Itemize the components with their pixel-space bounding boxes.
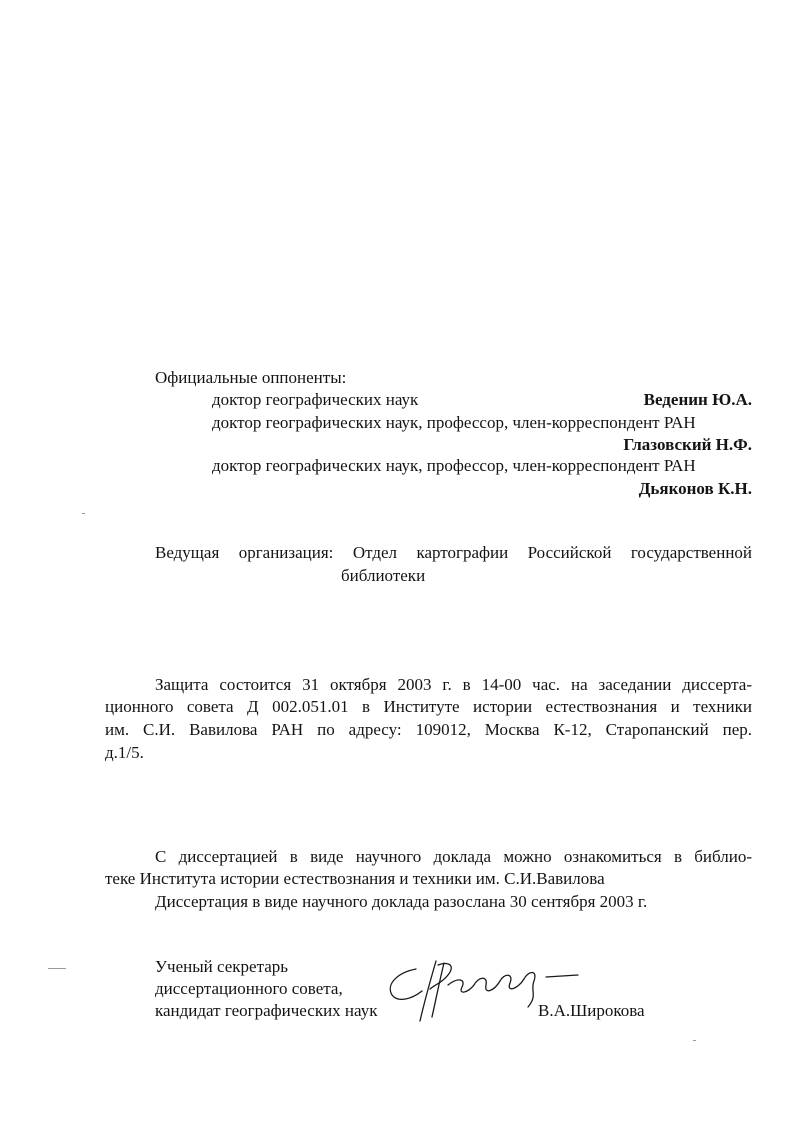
opponent-1-title: доктор географических наук [212,390,419,409]
opponent-2-title: доктор географических наук, профессор, член-корреспондент РАН [212,413,696,432]
secretary-line-1: Ученый секретарь [155,957,289,976]
defense-line-3: им. С.И. Вавилова РАН по адресу: 109012, Москва К-12, Старопанский пер. [105,720,752,739]
leading-org-name: Отдел картографии Российской государственной [352,543,753,562]
library-line-3: Диссертация в виде научного доклада разослана 30 сентября 2003 г. [155,892,648,911]
secretary-line-3: кандидат географических наук [155,1001,378,1020]
opponent-1-name: Веденин Ю.А. [643,390,752,409]
handwritten-signature [378,955,588,1027]
leading-org-line-2: библиотеки [341,566,426,585]
defense-line-1: Защита состоится 31 октября 2003 г. в 14-00 час. на заседании диссерта- [155,675,752,694]
scan-speck [82,513,85,514]
opponents-heading: Официальные оппоненты: [155,368,347,387]
leading-org-line-1 [155,543,752,563]
defense-line-4: д.1/5. [105,743,144,762]
defense-line-2: ционного совета Д 002.051.01 в Институте истории естествознания и техники [105,697,752,716]
library-line-1: С диссертацией в виде научного доклада можно ознакомиться в библио- [155,847,752,866]
scan-speck [693,1040,696,1041]
scan-speck [48,968,66,969]
library-line-2: теке Института истории естествознания и техники им. С.И.Вавилова [105,869,605,888]
opponent-3-name: Дьяконов К.Н. [638,479,752,498]
secretary-line-2: диссертационного совета, [155,979,343,998]
opponent-3-title: доктор географических наук, профессор, член-корреспондент РАН [212,456,696,475]
opponent-2-name: Глазовский Н.Ф. [623,435,752,454]
leading-org-label: Ведущая организация: [155,543,334,562]
secretary-name: В.А.Широкова [538,1001,645,1020]
